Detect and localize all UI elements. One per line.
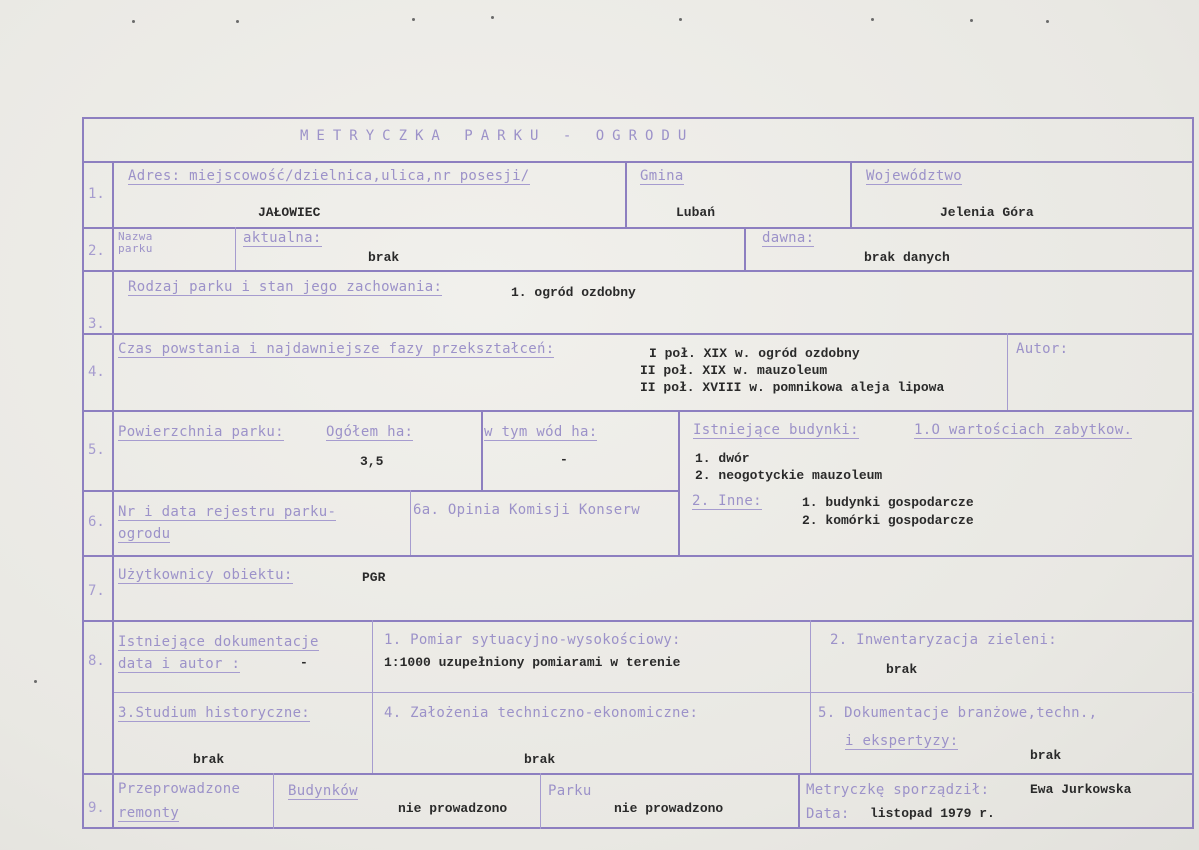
czas-value: I poł. XIX w. ogród ozdobny <box>649 346 860 361</box>
column-line <box>850 161 852 227</box>
scan-speck <box>412 18 415 21</box>
row-number: 7. <box>88 583 105 599</box>
column-line <box>410 490 411 555</box>
inne-value: 1. budynki gospodarcze <box>802 495 974 510</box>
row-number: 5. <box>88 442 105 458</box>
column-line <box>372 620 373 773</box>
row-number: 9. <box>88 800 105 816</box>
address-label: Adres: miejscowość/dzielnica,ulica,nr posesji/ <box>128 168 530 184</box>
scan-speck <box>970 19 973 22</box>
nazwa-label: Nazwa <box>118 230 153 243</box>
sporzadzil-label: Metryczkę sporządził: <box>806 782 990 798</box>
row-number: 3. <box>88 316 105 332</box>
column-line <box>810 620 811 773</box>
row-separator <box>82 620 1194 622</box>
ogolem-value: 3,5 <box>360 454 384 469</box>
column-line <box>235 227 236 270</box>
scan-speck <box>1046 20 1049 23</box>
column-line <box>798 773 800 829</box>
dokumentacje-label: Istniejące dokumentacje <box>118 634 319 650</box>
zalozenia-label: 4. Założenia techniczno-ekonomiczne: <box>384 705 699 721</box>
rejestr-label: ogrodu <box>118 526 171 542</box>
aktualna-label: aktualna: <box>243 230 322 246</box>
column-line <box>481 410 483 490</box>
czas-value: II poł. XVIII w. pomnikowa aleja lipowa <box>640 380 945 395</box>
parku-label: Parku <box>548 783 592 799</box>
opinia-label: 6a. Opinia Komisji Konserw <box>413 502 640 518</box>
uzytkownicy-value: PGR <box>362 570 386 585</box>
row-separator <box>82 410 1194 412</box>
branzowe-value: brak <box>1030 748 1062 763</box>
row-separator <box>82 333 1194 335</box>
inwentaryzacja-label: 2. Inwentaryzacja zieleni: <box>830 632 1057 648</box>
powierzchnia-label: Powierzchnia parku: <box>118 424 284 440</box>
nazwa-label: parku <box>118 242 153 255</box>
scan-speck <box>491 16 494 19</box>
number-column-line <box>112 161 114 829</box>
dokumentacje-value: - <box>300 655 308 670</box>
remonty-label: remonty <box>118 805 180 821</box>
sporzadzil-value: Ewa Jurkowska <box>1030 782 1132 797</box>
budynkow-value: nie prowadzono <box>398 801 508 816</box>
inwentaryzacja-value: brak <box>886 662 918 677</box>
row-number: 1. <box>88 186 105 202</box>
row-separator <box>82 773 1194 775</box>
form-title: METRYCZKA PARKU - OGRODU <box>300 128 695 144</box>
autor-label: Autor: <box>1016 341 1069 357</box>
pomiar-value: 1:1000 uzupełniony pomiarami w terenie <box>384 655 681 670</box>
aktualna-value: brak <box>368 250 400 265</box>
scan-speck <box>132 20 135 23</box>
row-separator <box>82 161 1194 163</box>
data-value: listopad 1979 r. <box>870 806 995 821</box>
wojewodztwo-value: Jelenia Góra <box>940 205 1034 220</box>
column-line <box>273 773 274 829</box>
column-line <box>678 410 680 555</box>
scan-speck <box>679 18 682 21</box>
czas-value: II poł. XIX w. mauzoleum <box>640 363 828 378</box>
branzowe-label: i ekspertyzy: <box>845 733 959 749</box>
gmina-value: Lubań <box>676 205 716 220</box>
branzowe-label: 5. Dokumentacje branżowe,techn., <box>818 705 1098 721</box>
studium-label: 3.Studium historyczne: <box>118 705 311 721</box>
budynki-label: Istniejące budynki: <box>693 422 859 438</box>
wojewodztwo-label: Województwo <box>866 168 963 184</box>
pomiar-label: 1. Pomiar sytuacyjno-wysokościowy: <box>384 632 681 648</box>
scan-speck <box>34 680 37 683</box>
rodzaj-value: 1. ogród ozdobny <box>511 285 636 300</box>
czas-label: Czas powstania i najdawniejsze fazy przekształceń: <box>118 341 555 357</box>
row-separator <box>112 692 1194 693</box>
column-line <box>744 227 746 270</box>
parku-value: nie prowadzono <box>614 801 724 816</box>
row-number: 2. <box>88 243 105 259</box>
zalozenia-value: brak <box>524 752 556 767</box>
row-separator <box>82 555 1194 557</box>
budynki-value: 1. dwór <box>695 451 750 466</box>
studium-value: brak <box>193 752 225 767</box>
row-separator <box>82 490 680 492</box>
row-separator <box>82 270 1194 272</box>
row-separator <box>82 227 1194 229</box>
dawna-label: dawna: <box>762 230 815 246</box>
budynkow-label: Budynków <box>288 783 358 799</box>
row-number: 6. <box>88 514 105 530</box>
inne-label: 2. Inne: <box>692 493 762 509</box>
budynki-value: 2. neogotyckie mauzoleum <box>695 468 883 483</box>
remonty-label: Przeprowadzone <box>118 781 241 797</box>
ogolem-label: Ogółem ha: <box>326 424 414 440</box>
form-frame <box>82 117 1194 829</box>
data-label: Data: <box>806 806 850 822</box>
scan-speck <box>871 18 874 21</box>
wod-label: w tym wód ha: <box>484 424 598 440</box>
column-line <box>625 161 627 227</box>
column-line <box>540 773 541 829</box>
inne-value: 2. komórki gospodarcze <box>802 513 974 528</box>
dokumentacje-label: data i autor : <box>118 656 241 672</box>
uzytkownicy-label: Użytkownicy obiektu: <box>118 567 293 583</box>
budynki-zabytkowe-label: 1.O wartościach zabytkow. <box>914 422 1133 438</box>
dawna-value: brak danych <box>864 250 950 265</box>
column-line <box>1007 333 1008 410</box>
row-number: 8. <box>88 653 105 669</box>
wod-value: - <box>560 452 568 467</box>
gmina-label: Gmina <box>640 168 684 184</box>
scan-speck <box>236 20 239 23</box>
address-value: JAŁOWIEC <box>258 205 321 220</box>
rejestr-label: Nr i data rejestru parku- <box>118 504 337 520</box>
rodzaj-label: Rodzaj parku i stan jego zachowania: <box>128 279 443 295</box>
row-number: 4. <box>88 364 105 380</box>
